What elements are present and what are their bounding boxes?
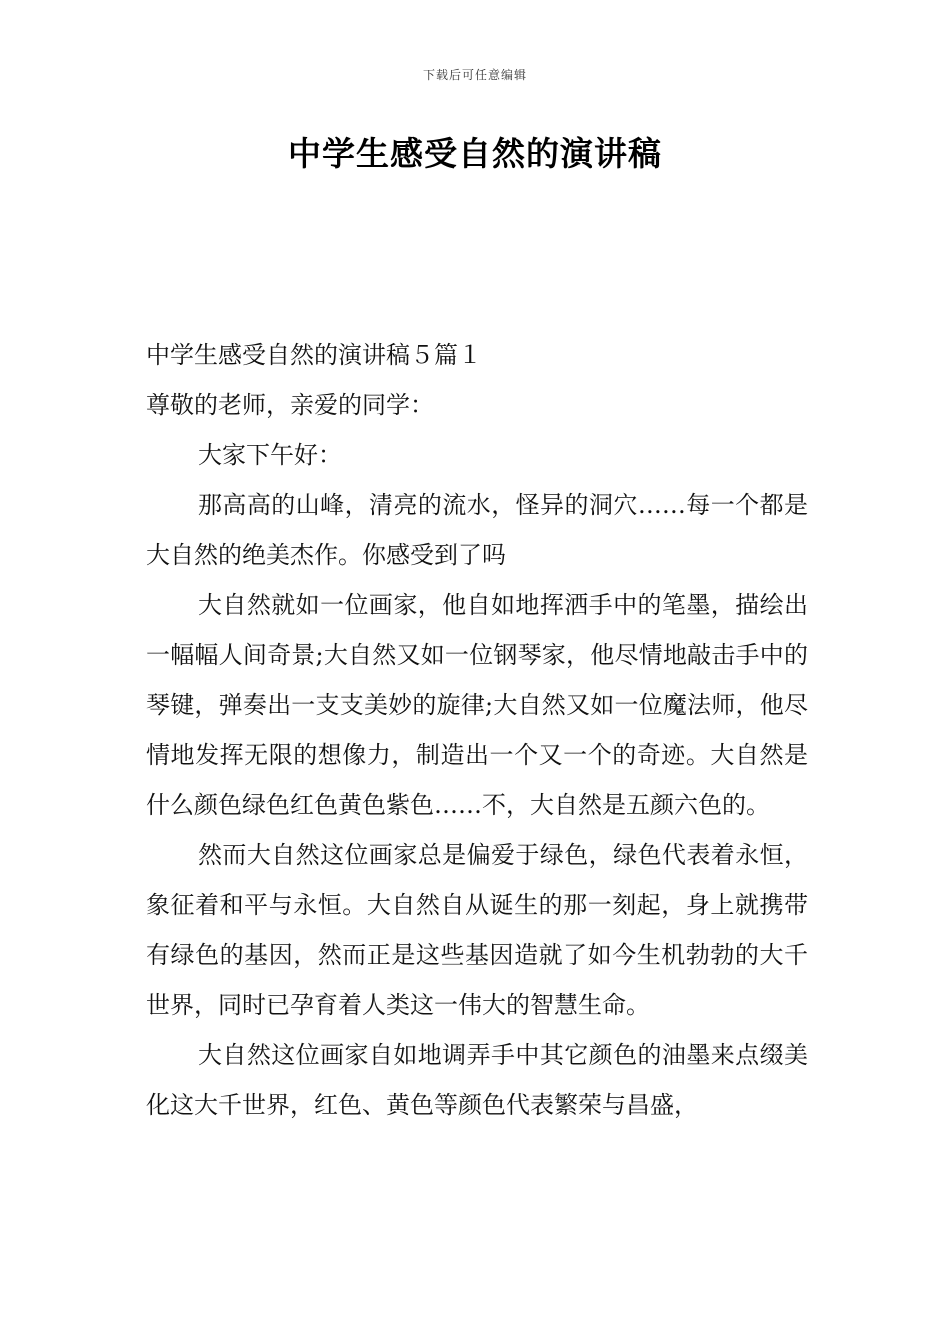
paragraph: 大自然这位画家自如地调弄手中其它颜色的油墨来点缀美化这大千世界，红色、黄色等颜色代表繁荣与昌盛， [146, 1041, 808, 1119]
paragraph: 然而大自然这位画家总是偏爱于绿色，绿色代表着永恒，象征着和平与永恒。大自然自从诞生的那一刻起，身上就携带有绿色的基因，然而正是这些基因造就了如今生机勃勃的大千世界，同时已孕育着人类这一伟大的智慧生命。 [146, 841, 808, 1019]
subheading: 中学生感受自然的演讲稿５篇１ [146, 341, 482, 369]
salutation: 尊敬的老师，亲爱的同学： [146, 391, 434, 419]
paragraph: 大家下午好： [198, 441, 342, 469]
paragraph: 大自然就如一位画家，他自如地挥洒手中的笔墨，描绘出一幅幅人间奇景;大自然又如一位钢琴家，他尽情地敲击手中的琴键，弹奏出一支支美妙的旋律;大自然又如一位魔法师，他尽情地发挥无限的想像力，制造出一个又一个的奇迹。大自然是什么颜色绿色红色黄色紫色……不，大自然是五颜六色的。 [146, 591, 808, 819]
document-body [146, 330, 808, 1130]
document-title: 中学生感受自然的演讲稿 [288, 134, 662, 173]
paragraph: 那高高的山峰，清亮的流水，怪异的洞穴……每一个都是大自然的绝美杰作。你感受到了吗 [146, 491, 808, 569]
header-note: 下载后可任意编辑 [422, 68, 527, 82]
